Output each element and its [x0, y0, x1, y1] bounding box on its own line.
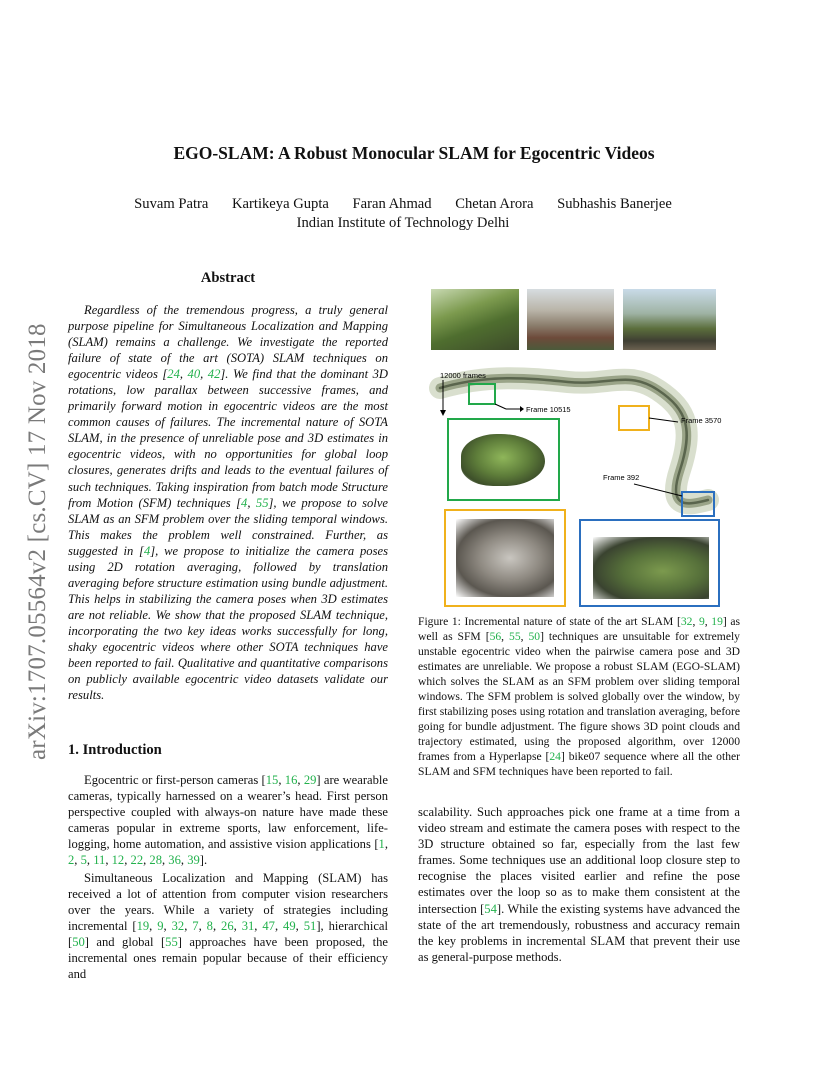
- paragraph-text: ,: [704, 615, 712, 628]
- caption-text: [418, 614, 740, 780]
- label-frame-392: Frame 392: [603, 473, 640, 482]
- paragraph-text: ,: [254, 918, 263, 933]
- citation-link[interactable]: 42: [207, 367, 221, 382]
- paragraph-text: ,: [184, 918, 193, 933]
- label-12000-frames: 12000 frames: [440, 371, 486, 380]
- author-name: Faran Ahmad: [352, 196, 432, 212]
- paragraph-text: ,: [162, 853, 169, 868]
- citation-link[interactable]: 28: [149, 853, 162, 868]
- paragraph-text: ] as well as SFM [: [418, 615, 741, 644]
- abstract-text: ,: [200, 367, 208, 382]
- citation-link[interactable]: 2: [68, 853, 75, 868]
- citation-link[interactable]: 32: [680, 615, 693, 628]
- abstract-text: ,: [247, 495, 256, 510]
- citation-link[interactable]: 4: [241, 495, 248, 510]
- paragraph-text: sequence where all the other SLAM and SFM techniques have been reported to fail.: [418, 750, 740, 779]
- author-name: Kartikeya Gupta: [232, 196, 329, 212]
- detail-box-blue: [579, 519, 720, 607]
- citation-link[interactable]: 7: [192, 918, 199, 933]
- citation-link[interactable]: 5: [80, 853, 87, 868]
- paragraph-text: ,: [149, 918, 158, 933]
- abstract-text: ], we propose to initialize the camera poses using 2D rotation averaging, followed by translation averaging before structure estimation using bundle adjustment. This helps in stabilizing the camera poses when 3D estimates are not reliable. We show that the proposed SLAM technique, incorporating the two key ideas works successfully for long, shaky egocentric videos where other SOTA techniques have been reported to fail. Qualitative and quantitative comparisons on publicly available egocentric video datasets validate our results.: [68, 543, 388, 703]
- section-heading-introduction: 1. Introduction: [68, 742, 162, 758]
- author-name: Chetan Arora: [455, 196, 534, 212]
- citation-link[interactable]: 1: [378, 837, 385, 852]
- paragraph-text: ,: [180, 853, 188, 868]
- citation-link[interactable]: 24: [549, 750, 561, 764]
- arxiv-identifier: arXiv:1707.05564v2 [cs.CV] 17 Nov 2018: [24, 323, 51, 760]
- paragraph-text: ]. While the existing systems have advanced the state of the art tremendously, robustness and accuracy remain the key problems in incremental SLAM that prevent their use as general-purpose methods.: [418, 901, 741, 964]
- citation-link[interactable]: 4: [143, 543, 151, 558]
- paragraph-text: ]: [560, 750, 569, 764]
- citation-link[interactable]: 56: [489, 630, 502, 644]
- abstract-text: ], we propose to solve SLAM as an SFM problem over the sliding temporal windows. This makes the problem well constrained. Further, as suggested in [: [68, 495, 389, 558]
- abstract-text: ]. We find that the dominant 3D rotations, low parallax between successive frames, and primarily forward motion in egocentric videos are the most common causes of failures. The incremental nature of SOTA SLAM, in the presence of unreliable pose and 3D estimates in egocentric videos, with no opportunities for global loop closures, generates drifts and leads to the eventual failures of such techniques. Taking inspiration from batch mode Structure from Motion (SFM) techniques [: [68, 367, 389, 510]
- paragraph-text: ] are wearable cameras, typically harnessed on a wearer’s head. First person perspective coupled with always-on nature have made these cameras popular in extreme sports, law enforcement, life-logging, home automation, and assistive vision applications [: [68, 773, 389, 852]
- paragraph-text: ,: [501, 630, 510, 644]
- paragraph-text: bike07: [568, 750, 601, 764]
- small-box-yellow: [619, 406, 649, 430]
- detail-box-yellow: [444, 509, 566, 607]
- citation-link[interactable]: 19: [711, 615, 723, 628]
- paragraph-text: ], hierarchical [: [68, 918, 389, 949]
- affiliation: Indian Institute of Technology Delhi: [296, 215, 510, 231]
- paragraph: [418, 804, 740, 965]
- citation-link[interactable]: 55: [255, 495, 269, 510]
- author-name: Subhashis Banerjee: [557, 196, 672, 212]
- introduction-body: [68, 772, 388, 983]
- paragraph-text: ,: [692, 615, 699, 628]
- citation-link[interactable]: 50: [72, 934, 85, 949]
- citation-link[interactable]: 31: [241, 918, 255, 933]
- citation-link[interactable]: 55: [165, 934, 178, 949]
- paragraph-text: ,: [295, 918, 304, 933]
- paragraph-text: ,: [297, 773, 304, 787]
- paragraph-text: ,: [86, 853, 94, 868]
- citation-link[interactable]: 49: [283, 918, 296, 933]
- label-frame-3570: Frame 3570: [681, 416, 722, 425]
- paragraph-text: ,: [278, 773, 285, 787]
- citation-link[interactable]: 24: [167, 367, 180, 382]
- paragraph-text: Egocentric or first-person cameras [: [84, 773, 266, 787]
- citation-link[interactable]: 54: [484, 901, 497, 916]
- paragraph-text: ,: [163, 918, 172, 933]
- citation-link[interactable]: 16: [284, 773, 298, 787]
- paragraph-text: ,: [74, 853, 81, 868]
- citation-link[interactable]: 32: [171, 918, 185, 933]
- citation-link[interactable]: 12: [111, 853, 125, 868]
- figure-photo-park: [623, 289, 716, 350]
- citation-link[interactable]: 15: [265, 773, 279, 787]
- citation-link[interactable]: 9: [157, 918, 164, 933]
- paragraph-text: ].: [199, 853, 208, 868]
- paragraph-text: ,: [143, 853, 150, 868]
- paragraph-text: ,: [105, 853, 112, 868]
- paper-title: EGO-SLAM: A Robust Monocular SLAM for Egocentric Videos: [173, 143, 655, 163]
- paragraph-text: ,: [520, 630, 529, 644]
- label-frame-10515: Frame 10515: [526, 405, 571, 414]
- right-column-body: [418, 804, 740, 965]
- citation-link[interactable]: 19: [136, 918, 150, 933]
- citation-link[interactable]: 29: [303, 773, 317, 787]
- figure-caption: [418, 614, 740, 780]
- detail-box-green: [447, 418, 560, 501]
- paragraph-text: ,: [212, 918, 222, 933]
- paragraph-text: scalability. Such approaches pick one frame at a time from a video stream and estimate the camera poses with respect to the 3D structure obtained so far, especially from the last few frames. Some techniques use an additional loop closure step to recognise the places visited earlier and refine the pose estimates over the loop so as to make them consistent at the intersection [: [418, 805, 740, 916]
- paragraph: [68, 870, 388, 983]
- citation-link[interactable]: 40: [187, 367, 201, 382]
- citation-link[interactable]: 47: [262, 918, 275, 933]
- citation-link[interactable]: 51: [303, 918, 317, 933]
- citation-link[interactable]: 39: [187, 853, 200, 868]
- paragraph-text: Simultaneous Localization and Mapping (SLAM) has received a lot of attention from computer vision researchers over the years. While a variety of strategies including incremental [: [68, 870, 388, 933]
- citation-link[interactable]: 36: [168, 853, 181, 868]
- paragraph-text: ,: [274, 918, 284, 933]
- citation-link[interactable]: 11: [93, 853, 106, 868]
- paragraph-text: ,: [233, 918, 242, 933]
- citation-link[interactable]: 22: [130, 853, 144, 868]
- abstract-heading: Abstract: [200, 270, 256, 286]
- figure-photo-building: [527, 289, 614, 350]
- citation-link[interactable]: 9: [698, 615, 705, 628]
- figure-photo-path: [431, 289, 519, 350]
- citation-link[interactable]: 50: [528, 630, 541, 644]
- author-list: [0, 196, 806, 213]
- citation-link[interactable]: 55: [509, 630, 521, 644]
- paragraph-text: Figure 1: Incremental nature of state of the art SLAM [: [418, 615, 681, 628]
- paragraph-text: ] approaches have been proposed, the incremental ones remain popular because of their efficiency and: [68, 934, 389, 982]
- paragraph-text: ,: [124, 853, 131, 868]
- abstract-text: Regardless of the tremendous progress, a truly general purpose pipeline for Simultaneous Localization and Mapping (SLAM) remains a challenge. We investigate the reported failure of state of the art (SOTA) SLAM techniques on egocentric videos [: [68, 303, 388, 382]
- paragraph-text: ,: [198, 918, 207, 933]
- abstract-text: ,: [179, 367, 188, 382]
- paragraph-text: ,: [384, 837, 388, 852]
- paragraph: [68, 772, 388, 869]
- paragraph-text: ] and global [: [84, 934, 166, 949]
- citation-link[interactable]: 8: [206, 918, 213, 933]
- abstract-body: [68, 302, 388, 703]
- author-name: Suvam Patra: [134, 196, 209, 212]
- citation-link[interactable]: 26: [221, 918, 234, 933]
- paragraph-text: ] techniques are unsuitable for extremely unstable egocentric video when the pairwise camera pose and 3D estimates are unreliable. We propose a robust SLAM (EGO-SLAM) which solves the SLAM as an SFM problem over sliding temporal windows. The SFM problem is solved globally over the window, by first stabilizing poses using rotation and translation averaging, before going for bundle adjustment. The figure shows 3D point clouds and trajectory estimated, using the proposed algorithm, over 12000 frames from a Hyperlapse [: [418, 630, 740, 764]
